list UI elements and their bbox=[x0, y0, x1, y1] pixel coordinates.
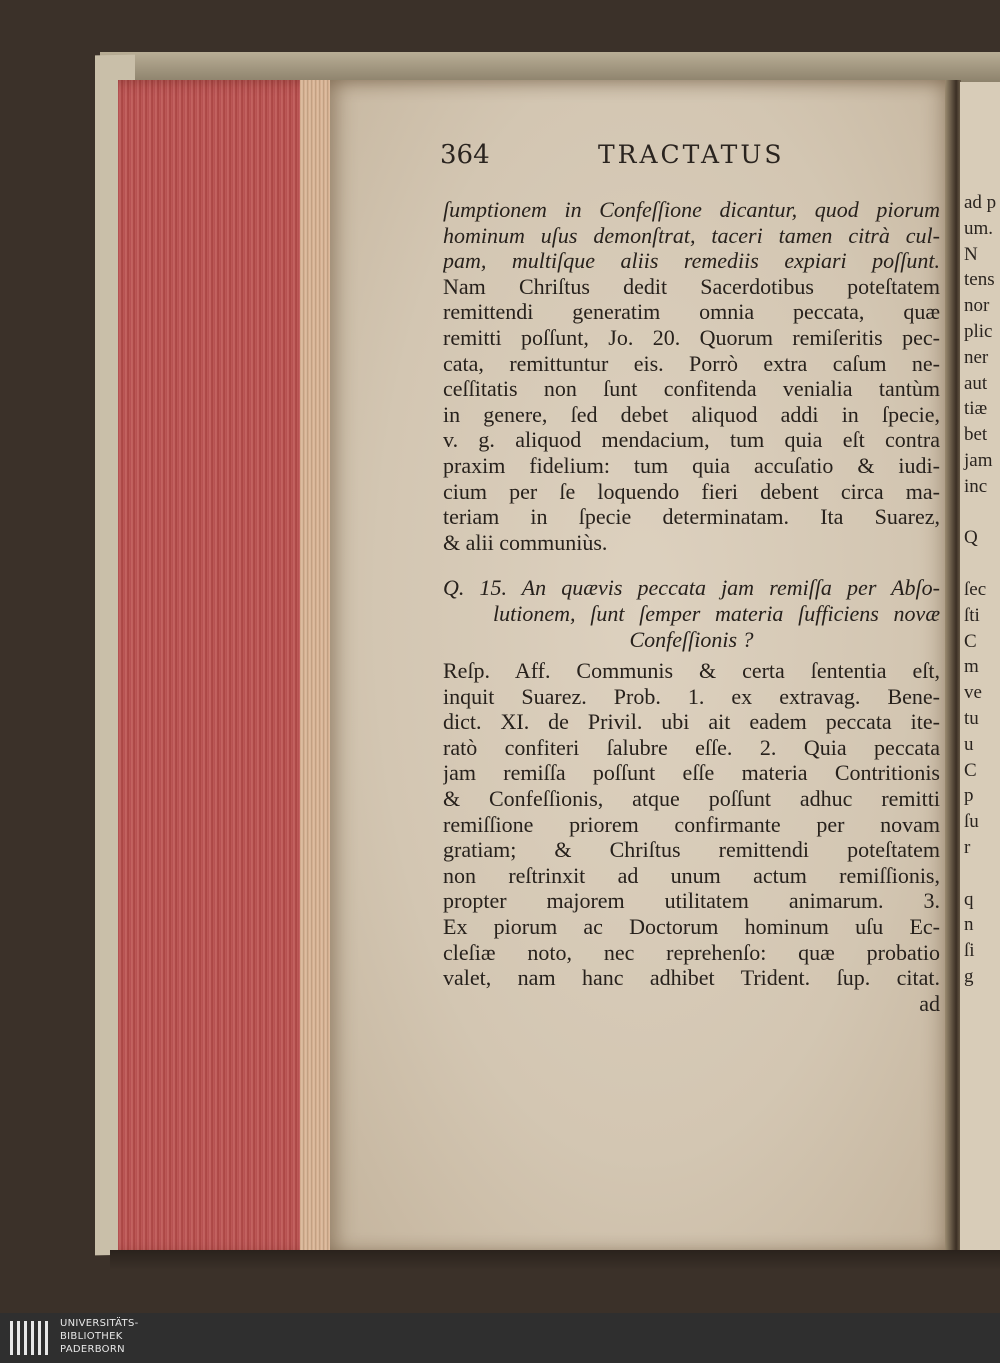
text-line: in genere, ſed debet aliquod addi in ſpecie, bbox=[443, 401, 940, 427]
text-line: Nam Chriſtus dedit Sacerdotibus poteſtatem bbox=[443, 273, 940, 299]
next-page-fragment: ad p bbox=[964, 192, 997, 213]
next-page-fragment: um. bbox=[964, 217, 994, 239]
library-footer bbox=[0, 1313, 1000, 1363]
text-line: lutionem, ſunt ſemper materia ſufficiens novæ bbox=[493, 600, 940, 626]
text-line: gratiam; & Chriſtus remittendi poteſtatem bbox=[443, 837, 940, 863]
text-line: valet, nam hanc adhibet Trident. ſup. citat. bbox=[443, 965, 940, 991]
next-page-fragment bbox=[964, 551, 1000, 577]
running-title: TRACTATUS bbox=[598, 140, 785, 169]
text-line: cata, remittuntur eis. Porrò extra caſum ne- bbox=[443, 350, 940, 376]
question-heading bbox=[443, 575, 940, 652]
page-header bbox=[440, 140, 930, 180]
next-page-fragment bbox=[964, 861, 1000, 887]
text-line: pam, multiſque aliis remediis expiari poſſunt. bbox=[443, 248, 940, 274]
next-page-fragment: g bbox=[964, 965, 974, 987]
page-body bbox=[443, 197, 940, 1016]
text-line: v. g. aliquod mendacium, tum quia eſt contra bbox=[443, 427, 940, 453]
text-line: propter majorem utilitatem animarum. 3. bbox=[443, 888, 940, 914]
text-line: cium per ſe loquendo fieri debent circa ma- bbox=[443, 478, 940, 504]
catchword: ad bbox=[919, 990, 940, 1016]
next-page-fragment: C bbox=[964, 759, 977, 781]
text-line: hominum uſus demonſtrat, taceri tamen citrà cul- bbox=[443, 222, 940, 248]
text-line: ſumptionem in Confeſſione dicantur, quod piorum bbox=[443, 197, 940, 222]
next-page-fragment: ſti bbox=[964, 604, 980, 626]
text-line: cleſiæ noto, nec reprehenſo: quæ probatio bbox=[443, 939, 940, 965]
text-line: praxim fidelium: tum quia accuſatio & iudi- bbox=[443, 452, 940, 478]
page-block-inner-edge bbox=[300, 80, 330, 1255]
text-line: remitti poſſunt, Jo. 20. Quorum remiſeritis pec- bbox=[443, 324, 940, 350]
next-page-fragment: ner bbox=[964, 346, 989, 368]
text-line: ratò confiteri ſalubre eſſe. 2. Quia peccata bbox=[443, 734, 940, 760]
next-page-fragment: q bbox=[964, 888, 974, 910]
book-gutter bbox=[945, 80, 961, 1260]
next-page-fragment: jam bbox=[964, 449, 993, 471]
paragraph-main bbox=[443, 197, 940, 555]
text-line: inquit Suarez. Prob. 1. ex extravag. Bene- bbox=[443, 683, 940, 709]
next-page-fragment: C bbox=[964, 630, 977, 652]
book-bottom-shadow bbox=[110, 1250, 1000, 1270]
next-page-fragment: ve bbox=[964, 682, 982, 704]
text-line: non reſtrinxit ad unum actum remiſſionis, bbox=[443, 862, 940, 888]
book-top-edge bbox=[100, 52, 1000, 82]
next-page-fragment: Q bbox=[964, 527, 978, 549]
text-line: Ex piorum ac Doctorum hominum uſu Ec- bbox=[443, 914, 940, 940]
next-page-fragment: ſu bbox=[964, 811, 979, 833]
next-page-text-fragments bbox=[964, 190, 1000, 990]
next-page-fragment: nor bbox=[964, 295, 990, 317]
next-page-fragment: N bbox=[964, 243, 978, 265]
library-name-line: PADERBORN bbox=[60, 1344, 125, 1355]
text-line: Confeſſionis ? bbox=[629, 626, 754, 652]
library-name-line: UNIVERSITÄTS- bbox=[60, 1318, 139, 1329]
text-line: dict. XI. de Privil. ubi ait eadem peccata ite- bbox=[443, 709, 940, 735]
next-page-fragment: ſi bbox=[964, 940, 975, 962]
text-line: jam remiſſa poſſunt eſſe materia Contritionis bbox=[443, 760, 940, 786]
next-page-fragment: aut bbox=[964, 372, 988, 394]
next-page-fragment: n bbox=[964, 914, 974, 936]
text-line: remiſſione priorem confirmante per novam bbox=[443, 811, 940, 837]
text-line: Q. 15. An quævis peccata jam remiſſa per Abſo- bbox=[443, 575, 940, 601]
paragraph-response bbox=[443, 658, 940, 991]
paragraph-gap bbox=[443, 555, 940, 575]
text-line: & alii communiùs. bbox=[443, 529, 608, 555]
next-page-fragment: plic bbox=[964, 320, 993, 342]
text-line: ceſſitatis non ſunt confitenda venialia tantùm bbox=[443, 376, 940, 402]
text-line: remittendi generatim omnia peccata, quæ bbox=[443, 299, 940, 325]
next-page-fragment: ſec bbox=[964, 578, 987, 600]
next-page-fragment: tu bbox=[964, 707, 979, 729]
next-page-fragment bbox=[964, 500, 1000, 526]
text-line: teriam in ſpecie determinatam. Ita Suarez, bbox=[443, 504, 940, 530]
library-name bbox=[60, 1317, 139, 1356]
page-number: 364 bbox=[440, 140, 490, 170]
library-columns-icon bbox=[8, 1317, 52, 1359]
text-line: & Confeſſionis, atque poſſunt adhuc remitti bbox=[443, 786, 940, 812]
next-page-fragment: u bbox=[964, 733, 974, 755]
next-page-fragment: p bbox=[964, 785, 974, 807]
next-page-fragment: tens bbox=[964, 269, 995, 291]
next-page-fragment: m bbox=[964, 656, 979, 678]
next-page-fragment: inc bbox=[964, 475, 988, 497]
text-line: Reſp. Aff. Communis & certa ſententia eſt, bbox=[443, 658, 940, 684]
next-page-fragment: bet bbox=[964, 424, 988, 446]
library-name-line: BIBLIOTHEK bbox=[60, 1331, 123, 1342]
next-page-fragment: tiæ bbox=[964, 398, 988, 420]
next-page-fragment: r bbox=[964, 836, 971, 858]
